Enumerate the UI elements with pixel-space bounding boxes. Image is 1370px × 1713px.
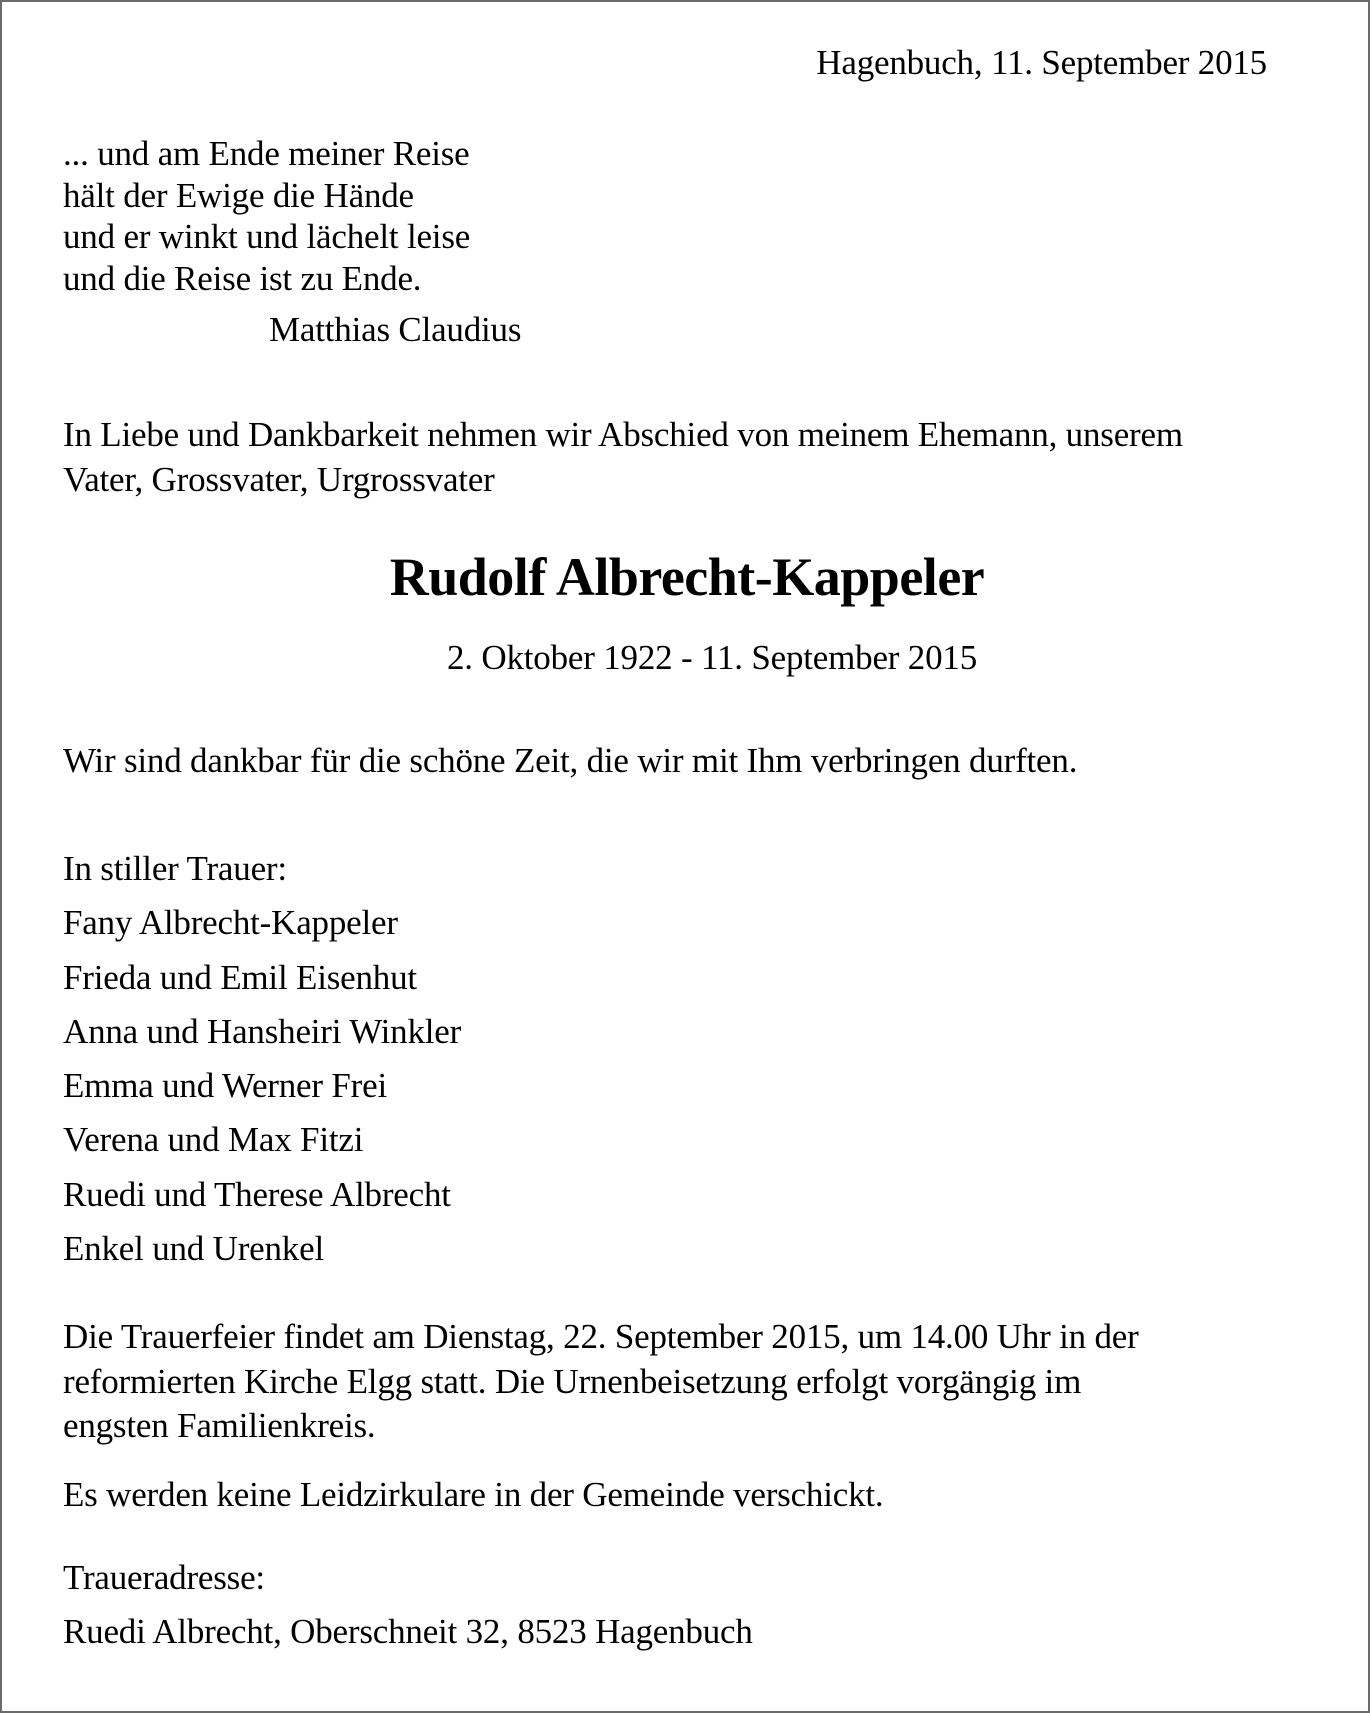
poem-line: ... und am Ende meiner Reise (63, 134, 470, 173)
poem-quote (63, 133, 470, 299)
dateline: Hagenbuch, 11. September 2015 (816, 43, 1267, 82)
poem-line: und er winkt und lächelt leise (63, 217, 471, 256)
mourner-name: Ruedi und Therese Albrecht (63, 1174, 451, 1214)
mourner-name: Anna und Hansheiri Winkler (63, 1011, 462, 1051)
intro-line: Vater, Grossvater, Urgrossvater (63, 460, 495, 499)
mourner-name: Frieda und Emil Eisenhut (63, 957, 417, 997)
mourner-name: Emma und Werner Frei (63, 1066, 387, 1106)
intro-line: In Liebe und Dankbarkeit nehmen wir Abschied von meinem Ehemann, unserem (63, 415, 1183, 454)
mourners-heading: In stiller Trauer: (63, 849, 287, 888)
ceremony-line: Die Trauerfeier findet am Dienstag, 22. September 2015, um 14.00 Uhr in der (63, 1317, 1139, 1356)
mourner-name: Fany Albrecht-Kappeler (63, 903, 398, 943)
deceased-name: Rudolf Albrecht-Kappeler (389, 547, 985, 607)
ceremony-line: reformierten Kirche Elgg statt. Die Urnenbeisetzung erfolgt vorgängig im (63, 1361, 1082, 1401)
mourners-list (63, 842, 461, 1276)
mourner-name: Enkel und Urenkel (63, 1229, 324, 1269)
life-dates: 2. Oktober 1922 - 11. September 2015 (446, 638, 978, 677)
ceremony-details (63, 1315, 1139, 1449)
mourner-name: Verena und Max Fitzi (63, 1120, 364, 1160)
ceremony-line: engsten Familienkreis. (63, 1406, 376, 1445)
address-label: Traueradresse: (63, 1558, 265, 1597)
poem-line: und die Reise ist zu Ende. (63, 258, 422, 298)
intro-paragraph (63, 412, 1183, 502)
gratitude-statement: Wir sind dankbar für die schöne Zeit, die wir mit Ihm verbringen durften. (63, 741, 1078, 780)
poem-line: hält der Ewige die Hände (63, 175, 414, 215)
poem-author: Matthias Claudius (269, 310, 522, 349)
circulars-note: Es werden keine Leidzirkulare in der Gemeinde verschickt. (63, 1475, 884, 1514)
mourning-address: Ruedi Albrecht, Oberschneit 32, 8523 Hagenbuch (63, 1612, 753, 1651)
